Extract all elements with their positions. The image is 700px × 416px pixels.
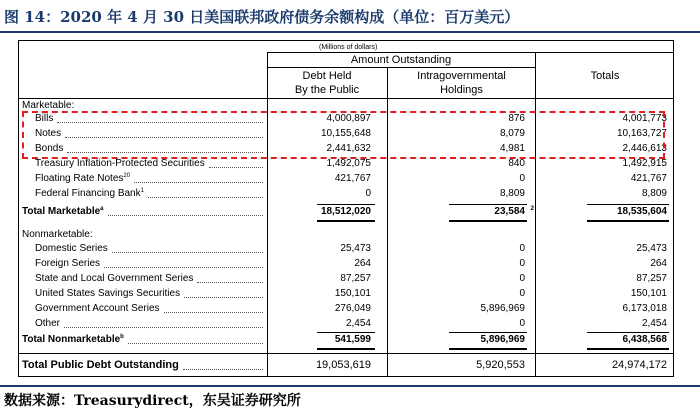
double-rule [449,220,527,222]
row-label-text: Government Account Series [35,303,160,314]
marketable-row-label [35,188,144,200]
nonmarketable-row-total: 87,257 [636,273,667,284]
leader-dots [184,297,263,298]
total-rule [317,204,375,205]
col-public-line1: Debt Held [302,70,352,82]
total-label-text: Total Nonmarketable [22,334,121,345]
total-intragov-value: 23,584 [494,206,525,217]
nonmarketable-row-label [35,288,180,300]
footnote-marker: 1 [140,187,144,194]
marketable-row-intragov: 876 [508,113,525,124]
grand-total-total: 24,974,172 [611,359,667,371]
row-label-text: United States Savings Securities [35,288,181,299]
debt-table [18,40,674,377]
leader-dots [108,215,263,216]
grand-total-label: Total Public Debt Outstanding [22,359,179,371]
nonmarketable-row-public: 264 [354,258,371,269]
units-note: (Millions of dollars) [319,44,378,51]
marketable-row-total: 1,492,915 [622,158,667,169]
col-intragov-line1: Intragovernmental [417,70,506,82]
row-label-text: Treasury Inflation-Protected Securities [35,158,205,169]
total-rule [587,204,669,205]
grand-total-leader [183,369,263,370]
total-rule [587,332,669,333]
double-rule [317,348,375,350]
leader-dots [164,312,263,313]
highlight-box [22,111,665,159]
marketable-row-intragov: 4,981 [499,143,525,154]
footnote-marker: a [100,205,104,212]
double-rule [449,348,527,350]
total-rule [449,204,527,205]
nonmarketable-row-total: 2,454 [641,318,667,329]
row-label-text: Other [35,318,61,329]
group-header-underline [267,67,535,68]
leader-dots [209,167,263,168]
nonmarketable-row-intragov: 0 [519,273,525,284]
source-note: 数据来源：Treasurydirect，东吴证券研究所 [4,393,301,409]
marketable-row-public: 2,441,632 [326,143,371,154]
header-bottom-line [19,98,674,99]
leader-dots [197,282,263,283]
marketable-row-label [35,173,130,185]
nonmarketable-row-intragov: 0 [519,288,525,299]
col-divider-3 [535,52,536,377]
total-nonmarketable-intragov [389,334,525,346]
total-intragov-value: 5,896,969 [480,334,525,345]
total-marketable-intragov: 23,584 2 [494,206,534,217]
marketable-row-total: 2,446,613 [622,143,667,154]
row-label-text: Domestic Series [35,243,108,254]
leader-dots [148,197,263,198]
nonmarketable-heading: Nonmarketable: [22,229,93,240]
nonmarketable-row-total: 6,173,018 [622,303,667,314]
total-label-text: Total Marketable [22,206,101,217]
nonmarketable-row-intragov: 0 [519,258,525,269]
nonmarketable-row-total: 264 [650,258,667,269]
nonmarketable-row-label [35,318,60,330]
total-nonmarketable-label [22,334,124,346]
marketable-row-public: 4,000,897 [326,113,371,124]
marketable-row-total: 10,163,727 [616,128,667,139]
total-rule [317,332,375,333]
leader-dots [104,267,263,268]
row-label-text: State and Local Government Series [35,273,194,284]
footnote-marker: 20 [123,172,131,179]
marketable-row-public: 0 [365,188,371,199]
row-label-text: Bills [35,113,54,124]
grand-total-public: 19,053,619 [315,359,371,371]
nonmarketable-row-public: 276,049 [334,303,371,314]
nonmarketable-row-total: 150,101 [630,288,667,299]
leader-dots [128,343,263,344]
marketable-row-total: 4,001,773 [622,113,667,124]
marketable-row-intragov: 8,079 [499,128,525,139]
figure-title: 图 14：2020 年 4 月 30 日美国联邦政府债务余额构成（单位：百万美元） [4,8,520,26]
marketable-row-public: 10,155,648 [320,128,371,139]
marketable-heading: Marketable: [22,100,75,111]
leader-dots [134,182,263,183]
source-rule [0,385,700,387]
col-public-line2: By the Public [294,84,360,96]
col-divider-1 [267,52,268,377]
nonmarketable-row-public: 2,454 [345,318,371,329]
nonmarketable-row-label [35,258,100,270]
marketable-row-total: 421,767 [630,173,667,184]
title-rule [0,31,700,33]
col-intragov-line2: Holdings [440,84,483,96]
row-label-text: Federal Financing Bank [35,188,141,199]
grand-total-separator [19,353,674,354]
nonmarketable-row-label [35,303,160,315]
double-rule [317,220,375,222]
nonmarketable-row-label [35,243,108,255]
marketable-row-public: 421,767 [334,173,371,184]
footnote-marker: b [120,333,124,340]
total-marketable-public: 18,512,020 [320,206,371,217]
row-label-text: Bonds [35,143,64,154]
marketable-row-intragov: 0 [519,173,525,184]
marketable-row-intragov: 8,809 [499,188,525,199]
grand-total-intragov: 5,920,553 [476,359,525,371]
marketable-row-label [35,158,205,170]
double-rule [587,220,669,222]
total-nonmarketable-public: 541,599 [334,334,371,345]
nonmarketable-row-intragov: 0 [519,243,525,254]
nonmarketable-row-public: 25,473 [340,243,371,254]
leader-dots [112,252,263,253]
total-rule [449,332,527,333]
row-label-text: Foreign Series [35,258,101,269]
double-rule [587,348,669,350]
leader-dots [64,327,263,328]
col-totals-header: Totals [590,70,620,82]
nonmarketable-row-public: 87,257 [340,273,371,284]
nonmarketable-row-public: 150,101 [334,288,371,299]
nonmarketable-row-total: 25,473 [636,243,667,254]
nonmarketable-row-label [35,273,193,285]
amount-outstanding-header: Amount Outstanding [350,54,452,66]
nonmarketable-row-intragov: 5,896,969 [480,303,525,314]
row-label-text: Floating Rate Notes [35,173,124,184]
nonmarketable-row-intragov: 0 [519,318,525,329]
total-marketable-total: 18,535,604 [616,206,667,217]
marketable-row-public: 1,492,075 [326,158,371,169]
row-label-text: Notes [35,128,62,139]
total-nonmarketable-total: 6,438,568 [622,334,667,345]
marketable-row-intragov: 840 [508,158,525,169]
marketable-row-total: 8,809 [641,188,667,199]
total-marketable-label [22,206,104,218]
